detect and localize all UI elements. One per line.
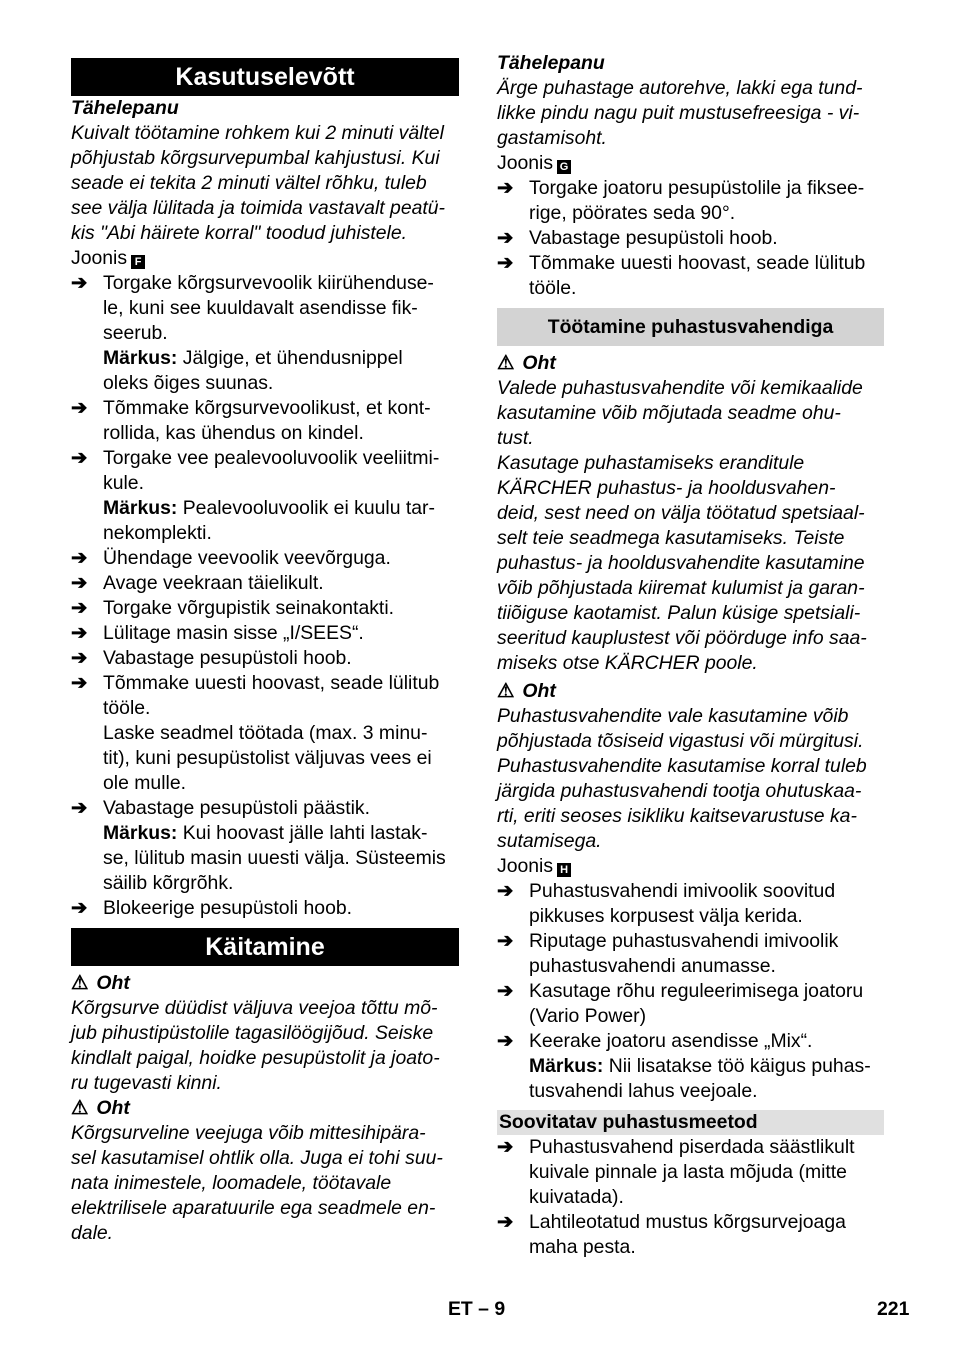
remark [497, 1054, 884, 1104]
text-line: puhastusvahendi anumasse. [529, 955, 776, 977]
text-line: tiiõiguse kaotamist. Palun küsige spetsiali- [497, 602, 861, 624]
text-line: se, lülitub masin uuesti välja. Süsteemis [103, 847, 446, 869]
text-line: Torgake kõrgsurvevoolik kiirühenduse- [103, 272, 434, 294]
note-title: Tähelepanu [71, 97, 179, 119]
text-line: KÄRCHER puhastus- ja hooldusvahen- [497, 477, 836, 499]
list-item [71, 546, 459, 571]
note-title: Tähelepanu [497, 52, 605, 74]
list-text: Vabastage pesupüstoli hoob. [103, 647, 352, 669]
arrow-right-icon: ➔ [71, 397, 88, 419]
subsection-heading: Soovitatav puhastusmeetod [497, 1110, 884, 1135]
list-item [71, 896, 459, 921]
warning-triangle-icon: ⚠ [71, 1097, 89, 1119]
text-line: rollida, kas ühendus on kindel. [103, 422, 364, 444]
text-line: Puhastusvahend piserdada säästlikult [529, 1136, 855, 1158]
text-line: tööle. [103, 697, 151, 719]
text-line: likke pindu nagu puit mustusefreesiga - vi- [497, 102, 860, 124]
list-item [497, 879, 884, 929]
list-text: Lülitage masin sisse „I/SEES“. [103, 622, 364, 644]
text-line: jub pihustipüstolile tagasilöögijõud. Seiske [71, 1022, 434, 1044]
list-item [71, 671, 459, 721]
list-text: Avage veekraan täielikult. [103, 572, 324, 594]
text-line: dale. [71, 1222, 114, 1244]
remark-text: Kui hoovast jälle lahti lastak- [177, 822, 428, 844]
remark [71, 496, 459, 546]
remark-text: Pealevooluvoolik ei kuulu tar- [177, 497, 435, 519]
text-line: rti, eriti seoses isikliku kaitsevarustuse ka- [497, 805, 857, 827]
text-line: Ärge puhastage autorehve, lakki ega tund- [497, 77, 863, 99]
remark-label: Märkus: [103, 347, 178, 369]
warning-title [71, 1096, 459, 1121]
text-line: selt teie seadmega kasutamiseks. Teiste [497, 527, 845, 549]
list-item [71, 446, 459, 496]
text-line: elektrilisele aparatuurile ega seadmele en- [71, 1197, 436, 1219]
arrow-right-icon: ➔ [71, 597, 88, 619]
text-line: Kõrgsurveline veejuga võib mittesihipära- [71, 1122, 426, 1144]
text-line: säilib kõrgrõhk. [103, 872, 234, 894]
figure-letter-icon: F [131, 255, 145, 269]
list-item [497, 929, 884, 979]
warning-text [497, 704, 884, 854]
text-line: põhjustab kõrgsurvepumbal kahjustusi. Kui [71, 147, 440, 169]
text-line: kasutamine võib mõjutada seadme ohu- [497, 402, 841, 424]
text-line: maha pesta. [529, 1236, 636, 1258]
section-heading-kaitamine: Käitamine [71, 928, 459, 966]
text-line: Kõrgsurve düüdist väljuva veejoa tõttu mõ- [71, 997, 438, 1019]
text-line: see välja lülitada ja toimida vastavalt peatü- [71, 197, 446, 219]
warning-triangle-icon: ⚠ [71, 972, 89, 994]
text-line: tusvahendi lahus veejoale. [529, 1080, 758, 1102]
warning-text [497, 376, 884, 676]
text-line: (Vario Power) [529, 1005, 647, 1027]
list-text: Ühendage veevoolik veevõrguga. [103, 547, 391, 569]
remark-label: Märkus: [529, 1055, 604, 1077]
arrow-right-icon: ➔ [71, 547, 88, 569]
text-line: ru tugevasti kinni. [71, 1072, 222, 1094]
list-item [497, 226, 884, 251]
list-item [71, 396, 459, 446]
text-line: puhastus- ja hooldusvahendite kasutamine [497, 552, 865, 574]
remark [71, 346, 459, 396]
text-line: Torgake joatoru pesupüstolile ja fiksee- [529, 177, 865, 199]
text-line: sutamisega. [497, 830, 602, 852]
text-line: seeritud kauplustest või pöörduge info saa- [497, 627, 867, 649]
arrow-right-icon: ➔ [497, 1136, 514, 1158]
list-text: Vabastage pesupüstoli päästik. [103, 797, 370, 819]
warning-title-text: Oht [96, 972, 130, 994]
figure-letter-icon: H [557, 863, 571, 877]
right-column [497, 51, 884, 1260]
list-item [71, 571, 459, 596]
list-item [71, 621, 459, 646]
text-line: deid, sest need on välja töötatud spetsiaal- [497, 502, 865, 524]
list-item [497, 979, 884, 1029]
list-item [497, 176, 884, 226]
text-line: kindlalt paigal, hoidke pesupüstolit ja joato- [71, 1047, 440, 1069]
paragraph [71, 721, 459, 796]
warning-title [497, 676, 884, 704]
arrow-right-icon: ➔ [497, 880, 514, 902]
figure-ref [497, 151, 884, 176]
warning-triangle-icon: ⚠ [497, 352, 515, 374]
text-line: Lahtileotatud mustus kõrgsurvejoaga [529, 1211, 846, 1233]
text-line: võib põhjustada kiiremat kulumist ja garan- [497, 577, 865, 599]
text-line: Puhastusvahendi imivoolik soovitud [529, 880, 836, 902]
list-item [71, 271, 459, 346]
text-line: Tõmmake uuesti hoovast, seade lülitub [103, 672, 440, 694]
text-line: Torgake vee pealevooluvoolik veeliitmi- [103, 447, 440, 469]
text-line: Kasutage puhastamiseks eranditule [497, 452, 805, 474]
text-line: Laske seadmel töötada (max. 3 minu- [103, 722, 428, 744]
remark-text: Jälgige, et ühendusnippel [177, 347, 403, 369]
arrow-right-icon: ➔ [71, 797, 88, 819]
text-line: Puhastusvahendite vale kasutamine võib [497, 705, 849, 727]
text-line: järgida puhastusvahendi tootja ohutuskaa- [497, 780, 862, 802]
remark-text: Nii lisatakse töö käigus puhas- [603, 1055, 871, 1077]
text-line: nekomplekti. [103, 522, 212, 544]
subsection-heading: Töötamine puhastusvahendiga [497, 308, 884, 346]
warning-title [71, 966, 459, 996]
list-item [497, 1210, 884, 1260]
list-text: Torgake võrgupistik seinakontakti. [103, 597, 395, 619]
note-text [497, 76, 884, 151]
remark-label: Märkus: [103, 497, 178, 519]
text-line: nata inimestele, loomadele, töötavale [71, 1172, 392, 1194]
text-line: põhjustada tõsiseid vigastusi või mürgitusi. [497, 730, 864, 752]
warning-triangle-icon: ⚠ [497, 680, 515, 702]
list-text: Vabastage pesupüstoli hoob. [529, 227, 778, 249]
text-line: ole mulle. [103, 772, 186, 794]
arrow-right-icon: ➔ [497, 1030, 514, 1052]
text-line: seade ei tekita 2 minuti vältel rõhku, tuleb [71, 172, 427, 194]
text-line: pikkuses korpusest välja kerida. [529, 905, 803, 927]
text-line: tust. [497, 427, 534, 449]
list-item [497, 1029, 884, 1054]
text-line: le, kuni see kuuldavalt asendisse fik- [103, 297, 418, 319]
text-line: Valede puhastusvahendite või kemikaalide [497, 377, 863, 399]
section-heading-kasutuselevott: Kasutuselevõtt [71, 58, 459, 96]
arrow-right-icon: ➔ [497, 252, 514, 274]
text-line: tööle. [529, 277, 577, 299]
figure-label: Joonis [497, 855, 554, 877]
text-line: sel kasutamisel ohtlik olla. Juga ei tohi suu- [71, 1147, 443, 1169]
left-column [71, 51, 459, 1246]
text-line: Tõmmake uuesti hoovast, seade lülitub [529, 252, 866, 274]
warning-title-text: Oht [96, 1097, 130, 1119]
warning-title-text: Oht [522, 352, 556, 374]
page-number: 221 [877, 1298, 910, 1320]
arrow-right-icon: ➔ [71, 647, 88, 669]
list-item [497, 251, 884, 301]
arrow-right-icon: ➔ [71, 272, 88, 294]
arrow-right-icon: ➔ [497, 930, 514, 952]
arrow-right-icon: ➔ [71, 622, 88, 644]
arrow-right-icon: ➔ [497, 177, 514, 199]
note-text [71, 121, 459, 246]
arrow-right-icon: ➔ [71, 572, 88, 594]
text-line: kuivale pinnale ja lasta mõjuda (mitte [529, 1161, 847, 1183]
arrow-right-icon: ➔ [71, 447, 88, 469]
arrow-right-icon: ➔ [497, 980, 514, 1002]
list-item [71, 596, 459, 621]
figure-letter-icon: G [557, 160, 571, 174]
list-item [71, 796, 459, 821]
text-line: Kasutage rõhu reguleerimisega joatoru [529, 980, 864, 1002]
warning-text [71, 996, 459, 1096]
figure-ref [497, 854, 884, 879]
warning-title [497, 346, 884, 376]
list-text: Blokeerige pesupüstoli hoob. [103, 897, 353, 919]
warning-title-text: Oht [522, 680, 556, 702]
text-line: gastamisoht. [497, 127, 607, 149]
text-line: Kuivalt töötamine rohkem kui 2 minuti vältel [71, 122, 444, 144]
list-item [71, 646, 459, 671]
figure-ref [71, 246, 459, 271]
footer-section-label: ET – 9 [448, 1298, 506, 1320]
arrow-right-icon: ➔ [71, 672, 88, 694]
text-line: kis "Abi häirete korral" toodud juhistele. [71, 222, 408, 244]
remark [71, 821, 459, 896]
text-line: kule. [103, 472, 144, 494]
text-line: tit), kuni pesupüstolist väljuvas vees ei [103, 747, 432, 769]
remark-label: Märkus: [103, 822, 178, 844]
text-line: rige, pöörates seda 90°. [529, 202, 736, 224]
arrow-right-icon: ➔ [71, 897, 88, 919]
arrow-right-icon: ➔ [497, 1211, 514, 1233]
text-line: oleks õiges suunas. [103, 372, 274, 394]
list-item [497, 1135, 884, 1210]
text-line: seerub. [103, 322, 168, 344]
figure-label: Joonis [71, 247, 128, 269]
text-line: Riputage puhastusvahendi imivoolik [529, 930, 839, 952]
text-line: miseks otse KÄRCHER poole. [497, 652, 758, 674]
arrow-right-icon: ➔ [497, 227, 514, 249]
warning-text [71, 1121, 459, 1246]
text-line: kuivatada). [529, 1186, 624, 1208]
text-line: Puhastusvahendite kasutamise korral tuleb [497, 755, 867, 777]
figure-label: Joonis [497, 152, 554, 174]
text-line: Tõmmake kõrgsurvevoolikust, et kont- [103, 397, 431, 419]
list-text: Keerake joatoru asendisse „Mix“. [529, 1030, 813, 1052]
